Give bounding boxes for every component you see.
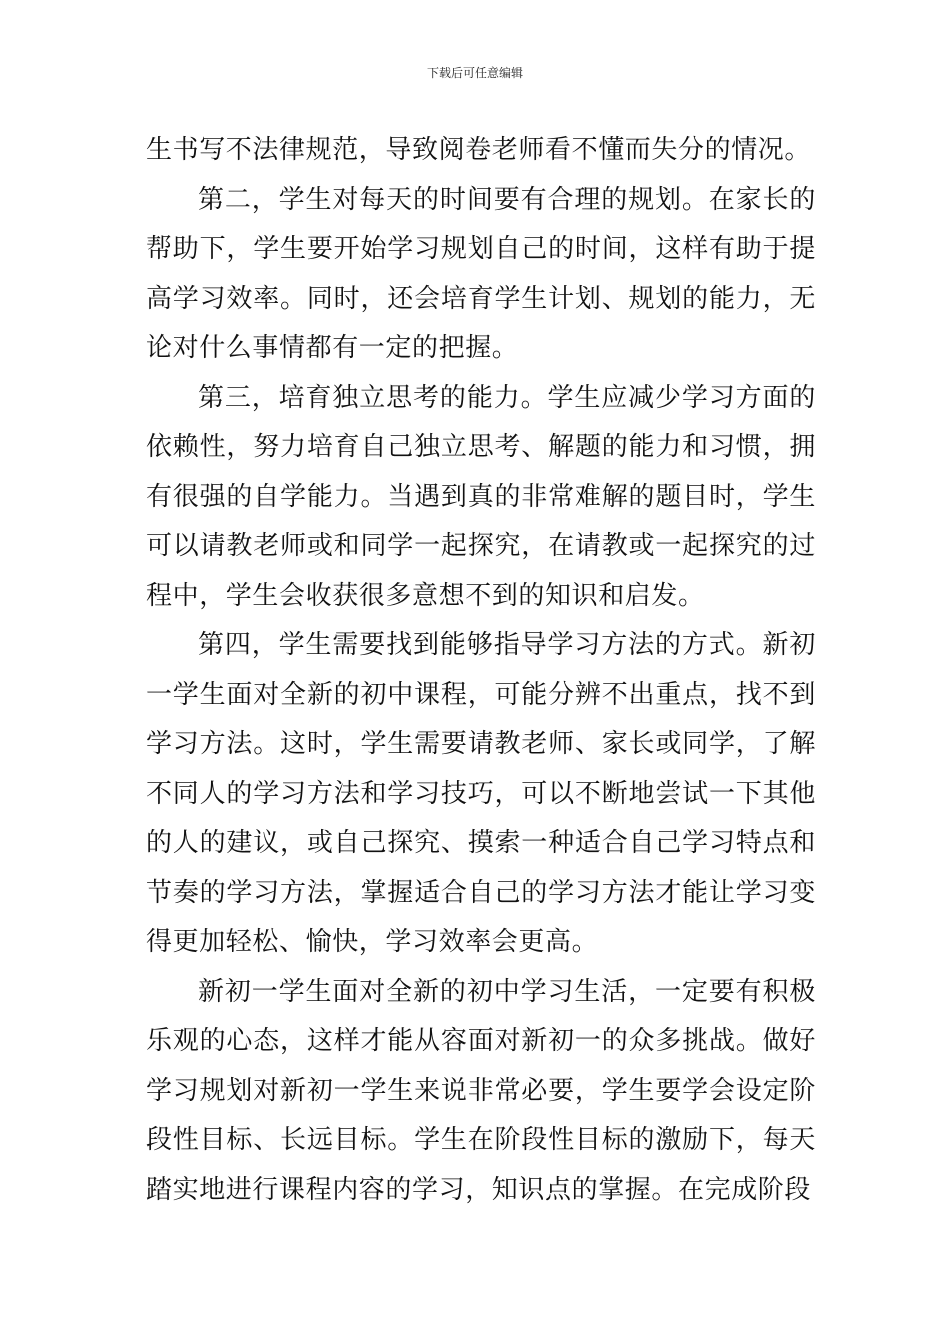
document-body: [146, 126, 816, 1215]
paragraph-second-point: 第二，学生对每天的时间要有合理的规划。在家长的帮助下，学生要开始学习规划自己的时间，这样有助于提高学习效率。同时，还会培育学生计划、规划的能力，无论对什么事情都有一定的把握。: [146, 184, 816, 363]
paragraph-fourth-point: 第四，学生需要找到能够指导学习方法的方式。新初一学生面对全新的初中课程，可能分辨不出重点，找不到学习方法。这时，学生需要请教老师、家长或同学，了解不同人的学习方法和学习技巧，可以不断地尝试一下其他的人的建议，或自己探究、摸索一种适合自己学习特点和节奏的学习方法，掌握适合自己的学习方法才能让学习变得更加轻松、愉快，学习效率会更高。: [146, 630, 816, 957]
paragraph-continuation: 生书写不法律规范，导致阅卷老师看不懂而失分的情况。: [146, 135, 812, 165]
paragraph-conclusion: 新初一学生面对全新的初中学习生活，一定要有积极乐观的心态，这样才能从容面对新初一的众多挑战。做好学习规划对新初一学生来说非常必要，学生要学会设定阶段性目标、长远目标。学生在阶段性目标的激励下，每天踏实地进行课程内容的学习，知识点的掌握。在完成阶段: [146, 976, 816, 1205]
paragraph-third-point: 第三，培育独立思考的能力。学生应减少学习方面的依赖性，努力培育自己独立思考、解题的能力和习惯，拥有很强的自学能力。当遇到真的非常难解的题目时，学生可以请教老师或和同学一起探究，在请教或一起探究的过程中，学生会收获很多意想不到的知识和启发。: [146, 382, 816, 611]
header-note: 下载后可任意编辑: [426, 66, 523, 80]
